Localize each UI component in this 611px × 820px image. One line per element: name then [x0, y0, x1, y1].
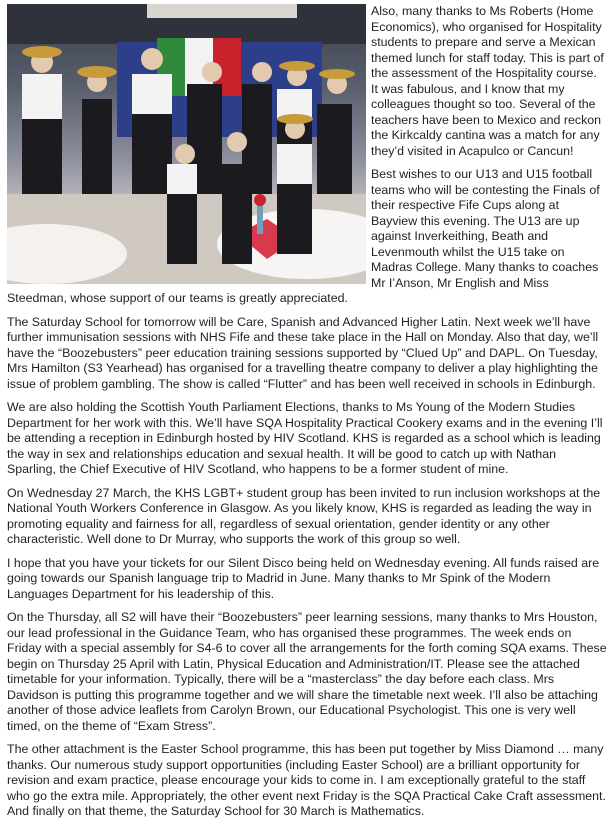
- paragraph-lgbt-group: On Wednesday 27 March, the KHS LGBT+ student group has been invited to run inclusion workshops at the National Youth Workers Conference in Glasgow. As you likely know, KHS is regarded as leading the way in promoting equality and fairness for all, regardless of sexual orientation, gender identity or any other characteristic. Well done to Dr Murray, who supports the work of this group so well.: [7, 485, 601, 546]
- group-photo: [7, 4, 366, 284]
- paragraph-hospitality: Also, many thanks to Ms Roberts (Home Economics), who organised for Hospitality students to prepare and serve a Mexican themed lunch for staff today. This is part of the assessment of the Hospitality course. It was fabulous, and I know that my colleagues thought so too. Several of the teachers have been to Mexico and reckon the Kirkcaldy cantina was a match for any they’d visited in Acapulco or Cancun!: [371, 4, 604, 158]
- paragraph-football: Best wishes to our U13 and U15 football teams who will be contesting the Finals of their respective Fife Cups along at Bayview this evening. The U13 are up against Inverkeithing, Beath and Levenmouth whilst the U15 take on Madras College. Many thanks to coaches Mr I’Anson, Mr English and Miss Steedman, whose support of our teams is greatly appreciated.: [7, 167, 600, 305]
- paragraph-boozebusters-exams: On the Thursday, all S2 will have their “Boozebusters” peer learning sessions, many thanks to Mrs Houston, our lead professional in the Guidance Team, who has organised these programmes. The week ends on Friday with a special assembly for S4-6 to cover all the arrangements for the forth coming SQA exams. These begin on Thursday 25 April with Latin, Physical Education and Administration/IT. Please see the attached timetable for your information. Typically, there will be a “masterclass” the day before each class. Mrs Davidson is putting this programme together and we will share the timetable next week. I’ll also be attaching another of those advice leaflets from Carolyn Brown, our Educational Psychologist. This one is very well timed, on the theme of “Exam Stress”.: [7, 610, 607, 733]
- paragraph-saturday-school: The Saturday School for tomorrow will be Care, Spanish and Advanced Higher Latin. Next week we’ll have further immunisation sessions with NHS Fife and these take place in the Hall on Monday. Also that day, we’ll have the “Boozebusters” peer education training sessions supported by “Clued Up” and DAPL. On Tuesday, Mrs Hamilton (S3 Yearhead) has organised for a travelling theatre company to deliver a play highlighting the issue of problem gambling. The show is called “Flutter” and has been well received in schools in Edinburgh.: [7, 314, 599, 391]
- paragraph-youth-parliament: We are also holding the Scottish Youth Parliament Elections, thanks to Ms Young of the Modern Studies Department for her work with this. We’ll have SQA Hospitality Practical Cookery exams and in the evening I’ll be attending a reception in Edinburgh hosted by HIV Scotland. KHS is regarded as a school which is leading the way in sex and relationships education and sexual health. It will be good to catch up with Nathan Sparling, the Chief Executive of HIV Scotland, who happens to be a former student of mine.: [7, 400, 603, 476]
- paragraph-silent-disco: I hope that you have your tickets for our Silent Disco being held on Wednesday evening. All funds raised are going towards our Spanish language trip to Madrid in June. Many thanks to Mr Spink of the Modern Languages Department for his leadership of this.: [7, 555, 600, 601]
- paragraph-easter-school: The other attachment is the Easter School programme, this has been put together by Miss Diamond … many thanks. Our numerous study support opportunities (including Easter School) are a brilliant opportunity for revision and exam practice, please encourage your kids to come in. I am exceptionally grateful to the staff who go the extra mile. Appropriately, the other event next Friday is the SQA Practical Cake Craft assessment. And finally on that theme, the Saturday School for 30 March is Mathematics.: [7, 742, 606, 818]
- group-photo-illustration: [7, 4, 366, 284]
